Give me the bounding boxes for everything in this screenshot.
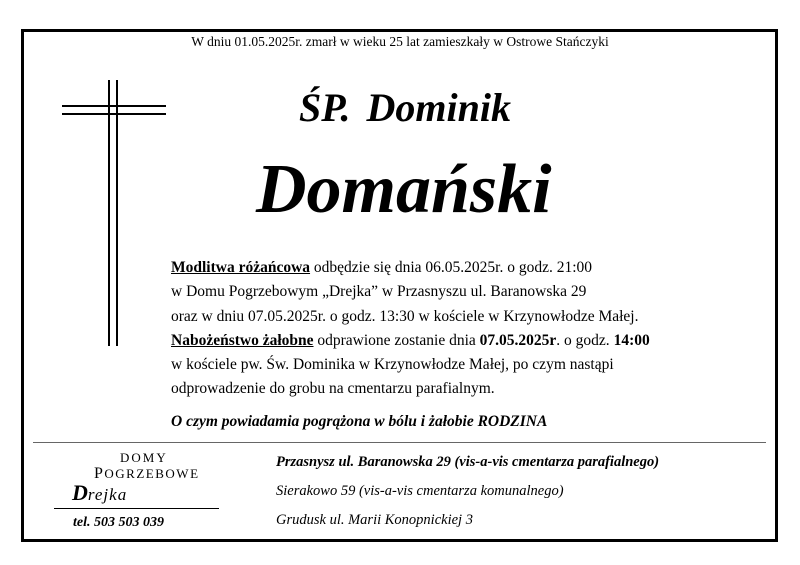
divider [33, 442, 766, 443]
phone-number: tel. 503 503 039 [73, 515, 164, 530]
ceremony-line-4: Nabożeństwo żałobne odprawione zostanie dnia 07.05.2025r. o godz. 14:00 [171, 331, 650, 349]
funeral-home-logo [42, 450, 217, 512]
address-2: Sierakowo 59 (vis-a-vis cmentarza komunalnego) [276, 483, 564, 499]
ceremony-details [171, 256, 650, 402]
address-3: Grudusk ul. Marii Konopnickiej 3 [276, 512, 473, 528]
last-name: Domański [256, 151, 552, 228]
mass-time: 14:00 [613, 331, 650, 349]
logo-line-3: Drejka [72, 480, 128, 505]
logo-line-1: DOMY [120, 450, 168, 465]
ceremony-line-3: oraz w dniu 07.05.2025r. o godz. 13:30 w kościele w Krzynowłodze Małej. [171, 307, 639, 325]
first-name: Dominik [366, 85, 512, 130]
ceremony-line-1: Modlitwa różańcowa odbędzie się dnia 06.05.2025r. o godz. 21:00 [171, 259, 593, 276]
ceremony-line-2: w Domu Pogrzebowym „Drejka” w Przasnyszu ul. Baranowska 29 [171, 283, 587, 301]
sp-prefix: ŚP. [299, 85, 351, 130]
death-notice-line: W dniu 01.05.2025r. zmarł w wieku 25 lat zamieszkały w Ostrowe Stańczyki [191, 34, 609, 49]
rosary-label: Modlitwa różańcowa [171, 259, 311, 276]
mass-date: 07.05.2025r [479, 331, 557, 349]
mass-label: Nabożeństwo żałobne [171, 331, 314, 349]
family-closing: O czym powiadamia pogrążona w bólu i żałobie RODZINA [171, 413, 548, 430]
ceremony-line-6: odprowadzenie do grobu na cmentarzu parafialnym. [171, 380, 495, 398]
address-1: Przasnysz ul. Baranowska 29 (vis-a-vis cmentarza parafialnego) [276, 454, 660, 470]
logo-underline [54, 508, 219, 509]
logo-line-2: POGRZEBOWE [94, 465, 200, 482]
deceased-first-line [299, 84, 511, 131]
ceremony-line-5: w kościele pw. Św. Dominika w Krzynowłodze Małej, po czym nastąpi [171, 356, 614, 374]
